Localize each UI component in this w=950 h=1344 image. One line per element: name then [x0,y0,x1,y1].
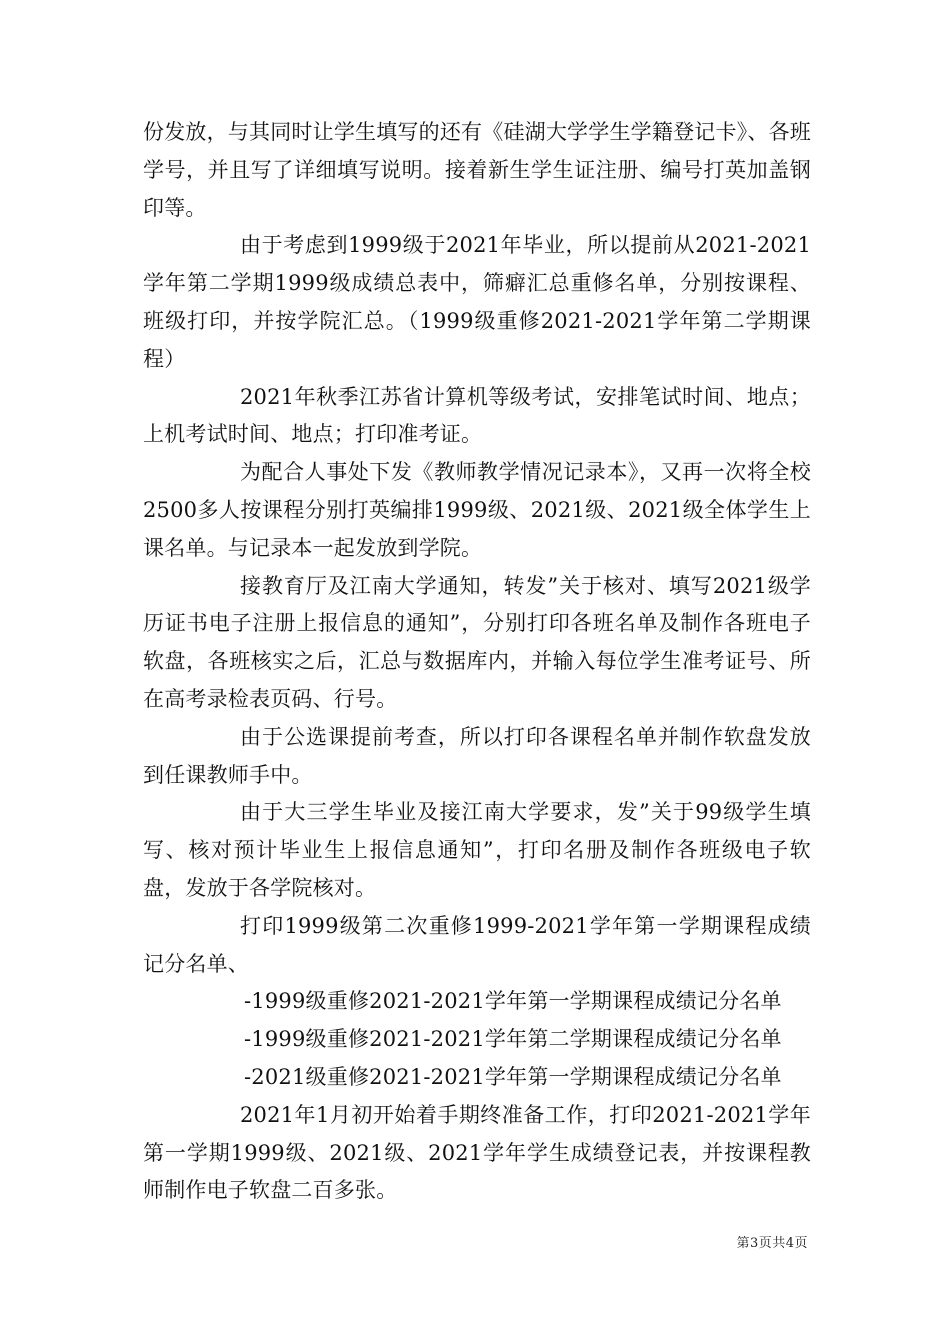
paragraph-5: 接教育厅及江南大学通知，转发”关于核对、填写2021级学历证书电子注册上报信息的通知”，分别打印各班名单及制作各班电子软盘，各班核实之后，汇总与数据库内，并输入每位学生准考证号、所在高考录检表页码、行号。 [143,573,811,711]
document-body [143,114,811,1210]
paragraph-3: 2021年秋季江苏省计算机等级考试，安排笔试时间、地点；上机考试时间、地点；打印准考证。 [143,384,811,447]
list-item-3: -2021级重修2021-2021学年第一学期课程成绩记分名单 [244,1064,782,1089]
list-item-2: -1999级重修2021-2021学年第二学期课程成绩记分名单 [244,1027,782,1052]
page-number: 第3页共4页 [736,1236,808,1251]
paragraph-2: 由于考虑到1999级于2021年毕业，所以提前从2021-2021学年第二学期1999级成绩总表中，筛癖汇总重修名单，分别按课程、班级打印，并按学院汇总。（1999级重修2021-2021学年第二学期课程） [143,233,811,371]
paragraph-4: 为配合人事处下发《教师教学情况记录本》，又再一次将全校2500多人按课程分别打英编排1999级、2021级、2021级全体学生上课名单。与记录本一起发放到学院。 [143,460,811,560]
page-footer [0,1232,950,1251]
paragraph-6: 由于公选课提前考查，所以打印各课程名单并制作软盘发放到任课教师手中。 [143,724,811,787]
paragraph-1: 份发放，与其同时让学生填写的还有《硅湖大学学生学籍登记卡》、各班学号，并且写了详细填写说明。接着新生学生证注册、编号打英加盖钢印等。 [143,120,811,220]
paragraph-7: 由于大三学生毕业及接江南大学要求，发”关于99级学生填写、核对预计毕业生上报信息通知”，打印名册及制作各班级电子软盘，发放于各学院核对。 [143,800,811,900]
paragraph-9: 2021年1月初开始着手期终准备工作，打印2021-2021学年第一学期1999级、2021级、2021学年学生成绩登记表，并按课程教师制作电子软盘二百多张。 [143,1102,811,1203]
list-item-1: -1999级重修2021-2021学年第一学期课程成绩记分名单 [244,989,782,1014]
paragraph-8: 打印1999级第二次重修1999-2021学年第一学期课程成绩记分名单、 [143,913,811,976]
